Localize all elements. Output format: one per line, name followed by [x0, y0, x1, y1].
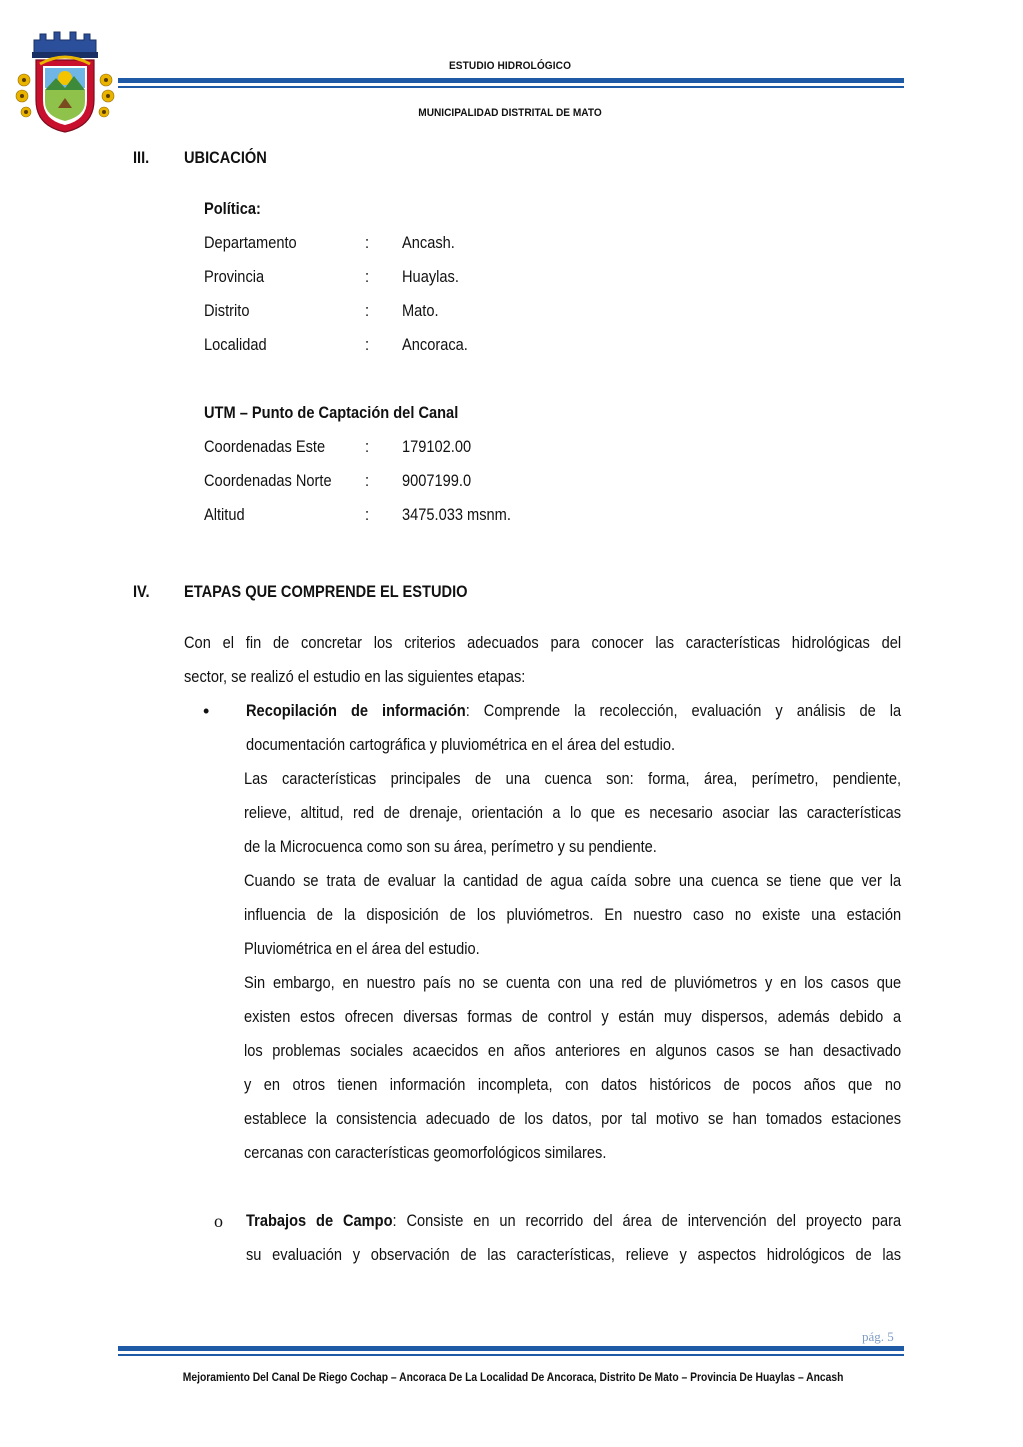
politica-separator: :	[365, 233, 370, 252]
footer-divider-thin	[118, 1354, 904, 1356]
utm-heading: UTM – Punto de Captación del Canal	[204, 403, 459, 422]
paragraph-line: existen estos ofrecen diversas formas de control y están muy dispersos, además debido a	[244, 1007, 902, 1026]
item2-line: su evaluación y observación de las características, relieve y aspectos hidrológicos de las	[246, 1245, 902, 1264]
item1-first-line	[246, 694, 901, 728]
utm-label-altitud: Altitud	[204, 505, 245, 524]
item1-line: : Comprende la recolección, evaluación y análisis de la	[465, 701, 902, 720]
bullet-circle-icon: o	[214, 1211, 223, 1231]
utm-label-este: Coordenadas Este	[204, 437, 326, 456]
utm-separator: :	[365, 505, 370, 524]
bullet-dot-icon: •	[203, 701, 210, 721]
politica-value-localidad: Ancoraca.	[402, 335, 468, 354]
item2-first-line	[246, 1204, 901, 1238]
utm-separator: :	[365, 437, 370, 456]
municipal-crest-icon	[14, 28, 116, 134]
paragraph-line: y en otros tienen información incompleta, con datos históricos de pocos años que no	[244, 1075, 902, 1094]
utm-separator: :	[365, 471, 370, 490]
politica-value-departamento: Ancash.	[402, 233, 455, 252]
politica-label-distrito: Distrito	[204, 301, 250, 320]
utm-value-norte: 9007199.0	[402, 471, 472, 490]
paragraph-line: Sin embargo, en nuestro país no se cuenta con una red de pluviómetros y en los casos que	[244, 973, 902, 992]
paragraph-line: Pluviométrica en el área del estudio.	[244, 939, 480, 958]
politica-value-provincia: Huaylas.	[402, 267, 459, 286]
politica-label-localidad: Localidad	[204, 335, 267, 354]
intro-line: sector, se realizó el estudio en las siguientes etapas:	[184, 667, 526, 686]
politica-heading: Política:	[204, 199, 261, 218]
utm-label-norte: Coordenadas Norte	[204, 471, 332, 490]
footer-divider-thick	[118, 1346, 904, 1351]
item1-line: documentación cartográfica y pluviométrica en el área del estudio.	[246, 735, 676, 754]
politica-separator: :	[365, 335, 370, 354]
politica-label-provincia: Provincia	[204, 267, 265, 286]
header-divider-thick	[118, 78, 904, 83]
header-divider-thin	[118, 86, 904, 88]
politica-label-departamento: Departamento	[204, 233, 297, 252]
item2-term: Trabajos de Campo	[246, 1211, 393, 1230]
paragraph-line: los problemas sociales acaecidos en años anteriores en algunos casos se han desactivado	[244, 1041, 902, 1060]
page-number: pág. 5	[862, 1329, 894, 1344]
section-3-number: III.	[133, 148, 150, 167]
section-4-title: ETAPAS QUE COMPRENDE EL ESTUDIO	[184, 582, 468, 601]
politica-separator: :	[365, 267, 370, 286]
paragraph-line: Las características principales de una cuenca son: forma, área, perímetro, pendiente,	[244, 769, 902, 788]
intro-line: Con el fin de concretar los criterios adecuados para conocer las características hidrológicas del	[184, 633, 902, 652]
utm-value-este: 179102.00	[402, 437, 472, 456]
paragraph-line: Cuando se trata de evaluar la cantidad de agua caída sobre una cuenca se tiene que ver la	[244, 871, 902, 890]
politica-separator: :	[365, 301, 370, 320]
utm-value-altitud: 3475.033 msnm.	[402, 505, 511, 524]
politica-value-distrito: Mato.	[402, 301, 439, 320]
paragraph-line: de la Microcuenca como son su área, perímetro y su pendiente.	[244, 837, 657, 856]
paragraph-line: cercanas con características geomorfológicos similares.	[244, 1143, 607, 1162]
header-subtitle: MUNICIPALIDAD DISTRITAL DE MATO	[418, 107, 602, 119]
section-3-title: UBICACIÓN	[184, 148, 267, 167]
paragraph-line: influencia de la disposición de los pluviómetros. En nuestro caso no existe una estación	[244, 905, 902, 924]
item2-line: : Consiste en un recorrido del área de intervención del proyecto para	[392, 1211, 902, 1230]
item1-term: Recopilación de información	[246, 701, 466, 720]
paragraph-line: relieve, altitud, red de drenaje, orientación a lo que es necesario asociar las características	[244, 803, 902, 822]
header-title: ESTUDIO HIDROLÓGICO	[448, 60, 572, 72]
paragraph-line: establece la consistencia adecuado de los datos, por tal motivo se han tomados estaciones	[244, 1109, 902, 1128]
section-4-number: IV.	[133, 582, 150, 601]
footer-text: Mejoramiento Del Canal De Riego Cochap – Ancoraca De La Localidad De Ancoraca, Distrito De Mato – Provincia De Huaylas – Ancash	[182, 1370, 844, 1384]
